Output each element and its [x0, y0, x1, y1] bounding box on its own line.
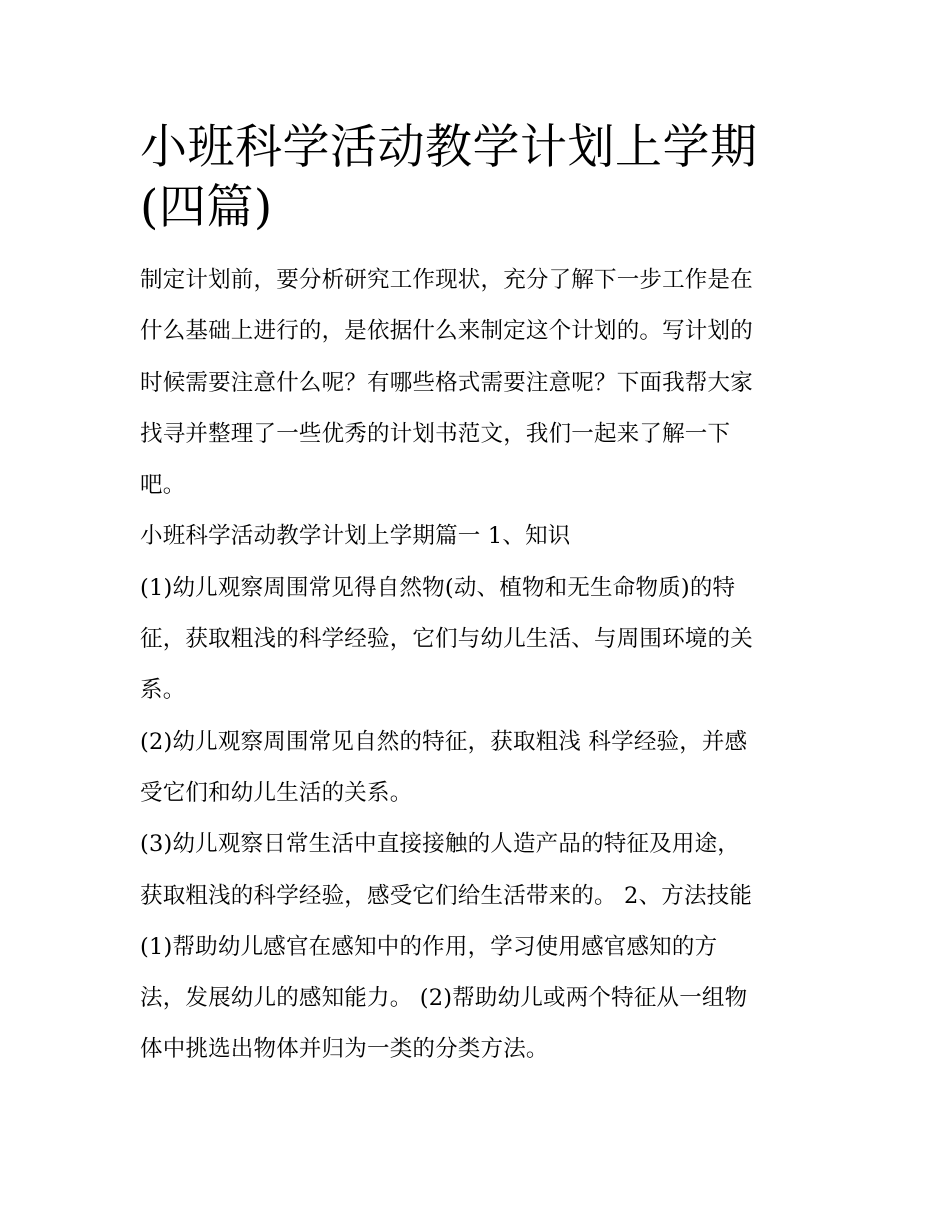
body-line: 找寻并整理了一些优秀的计划书范文，我们一起来了解一下	[140, 420, 731, 447]
body-line: 获取粗浅的科学经验，感受它们给生活带来的。 2、方法技能	[140, 882, 753, 909]
body-line: 体中挑选出物体并归为一类的分类方法。	[140, 1036, 549, 1063]
body-line: 征，获取粗浅的科学经验，它们与幼儿生活、与周围环境的关	[140, 626, 753, 653]
section-heading-line: 小班科学活动教学计划上学期篇一 1、知识	[140, 523, 571, 550]
body-line: (3)幼儿观察日常生活中直接接触的人造产品的特征及用途，	[140, 831, 740, 858]
body-line: 时候需要注意什么呢？有哪些格式需要注意呢？下面我帮大家	[140, 369, 753, 396]
body-line: 制定计划前，要分析研究工作现状，充分了解下一步工作是在	[140, 267, 753, 293]
document-body	[140, 268, 815, 1062]
body-line: (1)帮助幼儿感官在感知中的作用，学习使用感官感知的方	[140, 933, 718, 960]
body-line: 什么基础上进行的，是依据什么来制定这个计划的。写计划的	[140, 318, 753, 345]
title-line-1: 小班科学活动教学计划上学期	[140, 120, 758, 175]
body-line: (2)幼儿观察周围常见自然的特征，获取粗浅 科学经验，并感	[140, 728, 748, 755]
title-line-2: (四篇)	[140, 180, 273, 235]
body-line: 吧。	[140, 472, 186, 499]
document-page	[140, 118, 815, 1089]
document-title	[140, 118, 815, 238]
body-line: 系。	[140, 677, 186, 704]
body-line: 受它们和幼儿生活的关系。	[140, 779, 413, 806]
body-line: (1)幼儿观察周围常见得自然物(动、植物和无生命物质)的特	[140, 574, 736, 601]
body-line: 法，发展幼儿的感知能力。 (2)帮助幼儿或两个特征从一组物	[140, 985, 748, 1012]
